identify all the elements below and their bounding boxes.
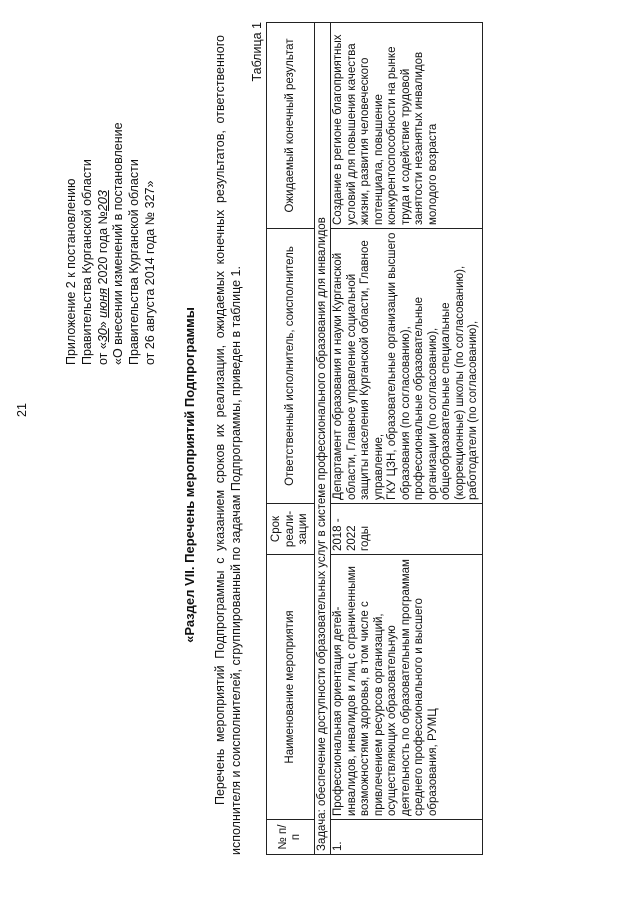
- table-header-row: [267, 23, 315, 855]
- row-name: Профессиональная ориентация детей-инвалидов, инвалидов и лиц с ограниченными возможностями здоровья, в том числе с привлечением ресурсов организаций, осуществляющих образовательную деятельность по образовательным программам среднего профессионального и высшего образования, РУМЦ: [331, 555, 483, 820]
- measures-table: [266, 22, 483, 855]
- intro-text: Перечень мероприятий Подпрограммы с указанием сроков их реализации, ожидаемых конечных результатов, ответственного исполнителя и соисполнителей, сгруппированный по задачам Подпрограммы, приведен в таблице 1.: [213, 35, 243, 855]
- header-term: Срок реали-зации: [267, 504, 315, 555]
- header-result: Ожидаемый конечный результат: [267, 23, 315, 229]
- appendix-line-1: Приложение 2 к постановлению: [64, 178, 78, 365]
- appendix-line-2: Правительства Курганской области: [79, 159, 94, 365]
- appendix-note: [64, 122, 159, 365]
- date-month: июня: [95, 287, 110, 318]
- date-prefix: от «: [95, 342, 110, 365]
- date-number: 203: [95, 190, 110, 212]
- header-num: № п/п: [267, 820, 315, 855]
- header-name: Наименование мероприятия: [267, 555, 315, 820]
- section-title: «Раздел VII. Перечень мероприятий Подпрограммы: [182, 307, 197, 643]
- row-term: 2018 - 2022 годы: [331, 504, 483, 555]
- appendix-line-6: от 26 августа 2014 года № 327»: [142, 180, 157, 365]
- table-label: Таблица 1: [250, 22, 264, 82]
- page-number: 21: [15, 403, 29, 417]
- appendix-line-4: «О внесении изменений в постановление: [111, 122, 126, 365]
- appendix-date-line: [96, 122, 112, 365]
- date-year: 2020 года №: [95, 211, 110, 288]
- executor-line: Департамент образования и науки Курганской области, Главное управление социальной защиты населения Курганской области, Главное управление,: [332, 240, 385, 500]
- table-row: [331, 23, 483, 855]
- executor-line: профессиональные образовательные организации (по согласованию),: [413, 296, 439, 500]
- header-executor: Ответственный исполнитель, соисполнитель: [267, 229, 315, 504]
- row-executor: [331, 229, 483, 504]
- appendix-line-5: Правительства Курганской области: [127, 159, 142, 365]
- date-day: 30: [95, 328, 110, 343]
- executor-line: ГКУ ЦЗН, образовательные организации высшего образования (по согласованию),: [386, 232, 412, 500]
- row-result: Создание в регионе благоприятных условий для повышения качества жизни, развития человеческого потенциала, повышение конкурентоспособности на рынке труда и содействие трудовой занятости незанятых инвалидов молодого возраста: [331, 23, 483, 229]
- executor-line: работодатели (по согласованию),: [467, 320, 479, 500]
- intro-paragraph: [212, 35, 244, 855]
- task-row: [314, 23, 331, 855]
- date-mid: »: [95, 317, 110, 329]
- task-text: Задача: обеспечение доступности образовательных услуг в системе профессионального образования для инвалидов: [314, 23, 331, 855]
- row-num: 1.: [331, 820, 483, 855]
- executor-line: общеобразовательные специальные (коррекционные) школы (по согласованию),: [440, 265, 466, 500]
